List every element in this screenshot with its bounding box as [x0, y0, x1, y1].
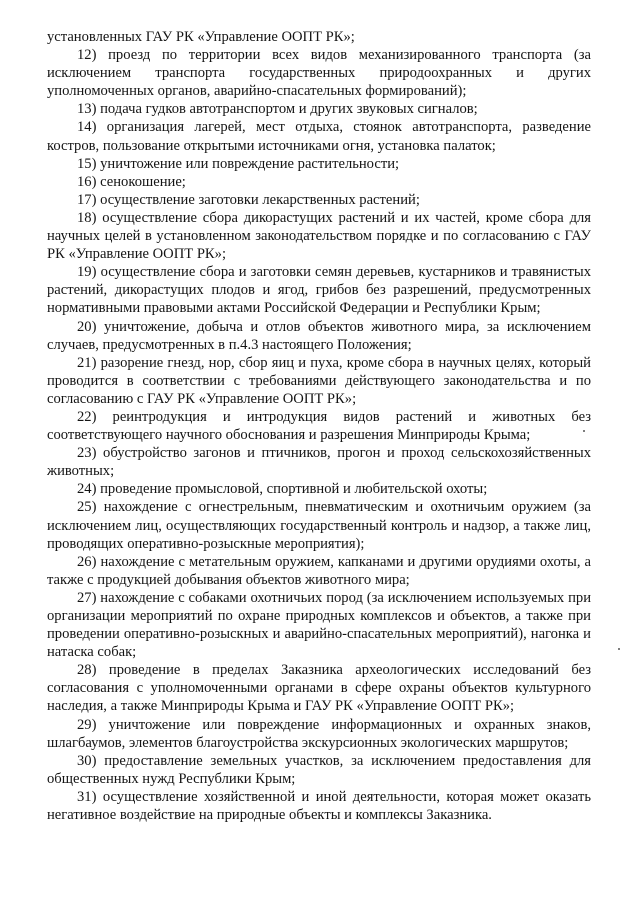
scan-speck	[618, 648, 620, 650]
list-item-13: 13) подача гудков автотранспортом и других звуковых сигналов;	[77, 101, 478, 118]
list-item-28: 28) проведение в пределах Заказника археологических исследований без согласования с уполномоченными органами в сфере охраны объектов культурного наследия, а также Минприроды Крыма и ГАУ РК «Управление ООПТ РК»;	[47, 662, 591, 715]
list-item-22: 22) реинтродукция и интродукция видов растений и животных без соответствующего научного обоснования и разрешения Минприроды Крыма;	[47, 408, 591, 444]
list-item-21: 21) разорение гнезд, нор, сбор яиц и пуха, кроме сбора в научных целях, который проводится в соответствии с требованиями действующего законодательства и по согласованию с ГАУ РК «Управление ООПТ РК»;	[47, 354, 591, 407]
document-page	[47, 28, 591, 824]
list-item-17: 17) осуществление заготовки лекарственных растений;	[77, 191, 420, 208]
paragraph-continuation: установленных ГАУ РК «Управление ООПТ РК»;	[47, 29, 355, 45]
list-item-18: 18) осуществление сбора дикорастущих растений и их частей, кроме сбора для научных целей в установленном законодательством порядке и по согласованию с ГАУ РК «Управление ООПТ РК»;	[47, 209, 591, 263]
list-item-16: 16) сенокошение;	[77, 173, 186, 190]
list-item-31: 31) осуществление хозяйственной и иной деятельности, которая может оказать негативное воздействие на природные объекты и комплексы Заказника.	[47, 788, 591, 824]
list-item-19: 19) осуществление сбора и заготовки семян деревьев, кустарников и травянистых растений, дикорастущих плодов и ягод, грибов без разрешений, предусмотренных нормативными правовыми актами Российской Федерации и Республики Крым;	[47, 264, 591, 317]
list-item-25: 25) нахождение с огнестрельным, пневматическим и охотничьим оружием (за исключением лиц, осуществляющих государственный контроль и надзор, а также лиц, проводящих оперативно-розыскные мероприятия);	[47, 499, 591, 552]
list-item-14: 14) организация лагерей, мест отдыха, стоянок автотранспорта, разведение костров, пользование открытыми источниками огня, установка палаток;	[47, 119, 591, 154]
list-item-27: 27) нахождение с собаками охотничьих пород (за исключением используемых при организации мероприятий по охране природных комплексов и объектов, а также при проведении оперативно-розыскных и аварийно-спасательных мероприятий), нагонка и натаска собак;	[47, 589, 591, 661]
list-item-15: 15) уничтожение или повреждение растительности;	[77, 155, 400, 172]
list-item-20: 20) уничтожение, добыча и отлов объектов животного мира, за исключением случаев, предусмотренных в п.4.3 настоящего Положения;	[47, 318, 591, 353]
list-item-23: 23) обустройство загонов и птичников, прогон и проход сельскохозяйственных животных;	[47, 445, 591, 480]
list-item-24: 24) проведение промысловой, спортивной и любительской охоты;	[77, 481, 488, 498]
scan-speck	[583, 430, 585, 432]
list-item-30: 30) предоставление земельных участков, за исключением предоставления для общественных нужд Республики Крым;	[47, 752, 591, 787]
list-item-29: 29) уничтожение или повреждение информационных и охранных знаков, шлагбаумов, элементов благоустройства экскурсионных экологических маршрутов;	[47, 716, 591, 751]
list-item-26: 26) нахождение с метательным оружием, капканами и другими орудиями охоты, а также с продукцией добывания объектов животного мира;	[47, 553, 591, 588]
list-item-12: 12) проезд по территории всех видов механизированного транспорта (за исключением транспорта государственных природоохранных и других уполномоченных органов, аварийно-спасательных формирований);	[47, 47, 591, 100]
